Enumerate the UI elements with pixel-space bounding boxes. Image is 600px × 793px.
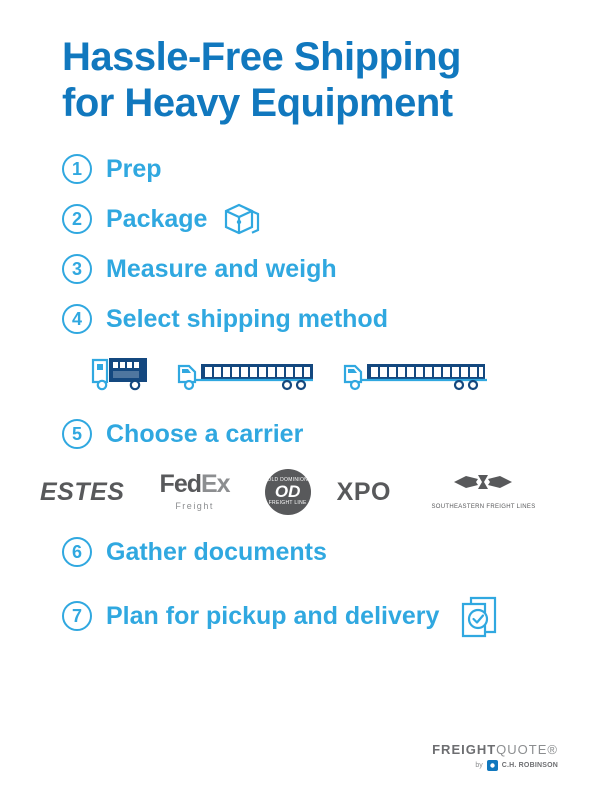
step-item-3	[62, 244, 560, 294]
headline-line-2: for Heavy Equipment	[62, 81, 453, 125]
footer-brand-light: QUOTE	[496, 742, 548, 757]
box-truck-icon	[89, 352, 153, 399]
footer-by-text: by	[475, 762, 483, 769]
step-number-badge: 4	[62, 304, 92, 334]
step-number-badge: 5	[62, 419, 92, 449]
estes-logo-text: ESTES	[40, 477, 125, 506]
footer-branding	[432, 742, 558, 771]
step-number-badge: 1	[62, 154, 92, 184]
step-number-badge: 7	[62, 601, 92, 631]
step-label: Plan for pickup and delivery	[106, 601, 440, 630]
package-box-icon	[219, 198, 265, 240]
odfl-bottom-text: FREIGHT LINE	[268, 499, 307, 506]
long-flatbed-trailer-truck-icon	[341, 352, 491, 399]
step-item-7	[62, 591, 560, 641]
footer-brand-bold: FREIGHT	[432, 742, 497, 757]
page-title	[62, 34, 560, 126]
step-item-6	[62, 527, 560, 577]
sefl-subtext: SOUTHEASTERN FREIGHT LINES	[431, 504, 536, 510]
step-label: Package	[106, 204, 208, 233]
fedex-wordmark	[160, 470, 230, 498]
carrier-logos	[40, 469, 560, 515]
fedex-fed-text: Fed	[159, 469, 201, 498]
step-label: Gather documents	[106, 537, 327, 566]
odfl-top-text: OLD DOMINION	[267, 476, 309, 483]
steps-list	[40, 144, 560, 344]
footer-parent-line	[432, 760, 558, 771]
fedex-freight-logo	[150, 469, 238, 515]
step-number-badge: 6	[62, 537, 92, 567]
sefl-mark-icon	[452, 472, 514, 492]
odfl-monogram: OD	[274, 482, 301, 502]
step-item-4	[62, 294, 560, 344]
checked-documents-icon	[451, 592, 509, 640]
step-label: Choose a carrier	[106, 419, 304, 448]
xpo-logo	[337, 469, 391, 515]
step-label: Measure and weigh	[106, 254, 337, 283]
xpo-wordmark: XPO	[336, 477, 391, 506]
steps-list-continued	[40, 409, 560, 459]
freightquote-wordmark	[432, 742, 558, 757]
footer-parent-name: C.H. ROBINSON	[501, 762, 558, 769]
fedex-ex-text: Ex	[201, 469, 230, 498]
step-item-2	[62, 194, 560, 244]
step-number-badge: 3	[62, 254, 92, 284]
estes-logo	[40, 469, 124, 515]
step-item-5	[62, 409, 560, 459]
ch-robinson-logo-icon	[487, 760, 498, 771]
step-label: Select shipping method	[106, 304, 388, 333]
southeastern-freight-lines-logo	[417, 469, 550, 515]
old-dominion-freight-line-logo	[265, 469, 311, 515]
flatbed-trailer-truck-icon	[175, 352, 319, 399]
headline-line-1: Hassle-Free Shipping	[62, 35, 461, 79]
shipping-method-truck-icons	[40, 352, 560, 399]
step-label: Prep	[106, 154, 162, 183]
step-item-1	[62, 144, 560, 194]
steps-list-end	[40, 527, 560, 641]
step-number-badge: 2	[62, 204, 92, 234]
footer-trademark: ®	[547, 742, 558, 757]
fedex-freight-subtext: Freight	[175, 500, 214, 511]
